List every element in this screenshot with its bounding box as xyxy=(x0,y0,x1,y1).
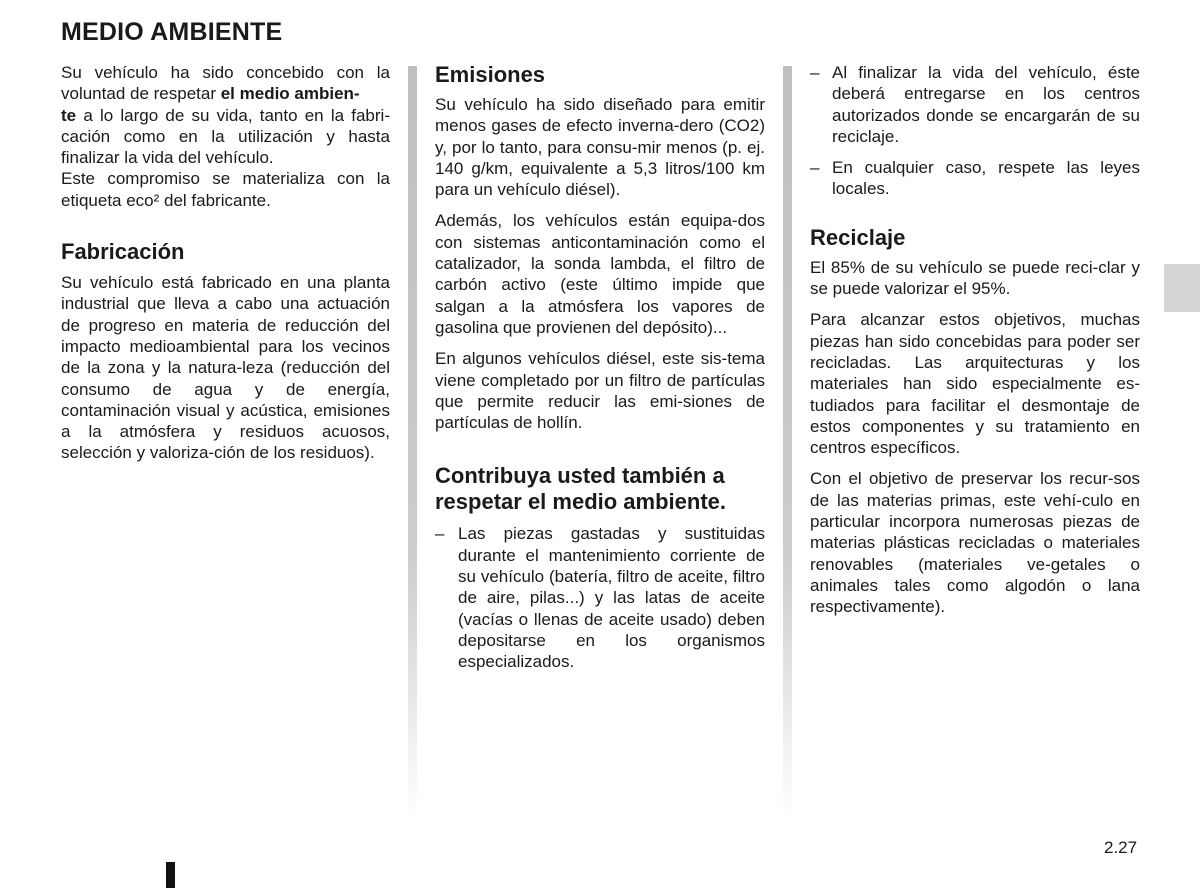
column-divider-right xyxy=(783,66,792,820)
intro-text-before-bold: Su vehículo ha sido concebido con la voluntad de respetar xyxy=(61,63,390,104)
contribuya-list-continued xyxy=(810,62,1140,200)
emisiones-paragraph-3: En algunos vehículos diésel, este sis-tema viene completado por un filtro de partículas que permite reducir las emi-siones de partículas de hollín. xyxy=(435,349,765,433)
heading-contribuya xyxy=(435,463,765,515)
heading-fabricacion: Fabricación xyxy=(61,239,185,265)
list-item xyxy=(435,523,765,672)
reciclaje-paragraph-3: Con el objetivo de preservar los recur-sos de las materias primas, este vehí-culo en particular incorpora numerosas piezas de materias plásticas recicladas o materiales renovables (materiales ve-getales o animales tales como algodón o lana respectivamente). xyxy=(810,469,1140,617)
crop-mark xyxy=(166,862,175,888)
fabricacion-paragraph: Su vehículo está fabricado en una planta industrial que lleva a cabo una actuación de progreso en materia de reducción del impacto medioambiental para los vecinos de la zona y la natura-leza (reducción del consumo de agua y de energía, contaminación visual y acústica, emisiones a la atmósfera y residuos acuosos, selección y valoriza-ción de los residuos). xyxy=(61,273,390,463)
intro-bold-line1: el medio ambien- xyxy=(220,84,360,104)
dash-bullet: – xyxy=(435,524,445,544)
column-middle xyxy=(435,62,765,683)
contribuya-list xyxy=(435,523,765,672)
heading-contribuya-line1: Contribuya usted también a xyxy=(435,463,725,489)
column-left xyxy=(61,62,390,474)
reciclaje-paragraph-1: El 85% de su vehículo se puede reci-clar y se puede valorizar el 95%. xyxy=(810,257,1140,299)
list-item-text: En cualquier caso, respete las leyes locales. xyxy=(832,158,1140,199)
reciclaje-paragraph-2: Para alcanzar estos objetivos, muchas piezas han sido concebidas para poder ser recicladas. Las arquitecturas y los materiales han sido especialmente es-tudiados para facilitar el desmontaje de estos componentes y su tratamiento en centros específicos. xyxy=(810,310,1140,458)
column-divider-left xyxy=(408,66,417,820)
list-item xyxy=(810,62,1140,147)
heading-reciclaje: Reciclaje xyxy=(810,224,906,250)
chapter-thumb-tab xyxy=(1164,264,1200,312)
emisiones-paragraph-2: Además, los vehículos están equipa-dos con sistemas anticontaminación como el catalizador, la sonda lambda, el filtro de carbón activo (este último impide que salgan a la atmósfera los vapores de gasolina que provienen del depósito)... xyxy=(435,211,765,337)
list-item xyxy=(810,157,1140,200)
dash-bullet: – xyxy=(810,158,820,178)
eco-label-paragraph: Este compromiso se materializa con la etiqueta eco² del fabricante. xyxy=(61,169,390,210)
list-item-text: Al finalizar la vida del vehículo, éste deberá entregarse en los centros autorizados donde se encargarán de su reciclaje. xyxy=(832,63,1140,146)
intro-text-after-bold: a lo largo de su vida, tanto en la fabri-cación como en la utilización y hasta finalizar la vida del vehículo. xyxy=(61,105,390,168)
page-title: MEDIO AMBIENTE xyxy=(61,18,283,46)
heading-contribuya-line2: respetar el medio ambiente. xyxy=(435,489,726,515)
column-right xyxy=(810,62,1140,628)
intro-bold-line2: te xyxy=(61,105,77,125)
dash-bullet: – xyxy=(810,63,820,82)
heading-emisiones: Emisiones xyxy=(435,62,546,87)
page-number: 2.27 xyxy=(1104,838,1138,857)
emisiones-paragraph-1: Su vehículo ha sido diseñado para emitir menos gases de efecto inverna-dero (CO2) y, por lo tanto, para consu-mir menos (p. ej. 140 g/km, equivalente a 5,3 litros/100 km para un vehículo diésel). xyxy=(435,95,765,200)
intro-paragraph xyxy=(61,62,390,168)
list-item-text: Las piezas gastadas y sustituidas durante el mantenimiento corriente de su vehículo (batería, filtro de aceite, filtro de aire, pilas...) y las latas de aceite (vacías o llenas de aceite usado) deben depositarse en los organismos especializados. xyxy=(458,524,765,672)
